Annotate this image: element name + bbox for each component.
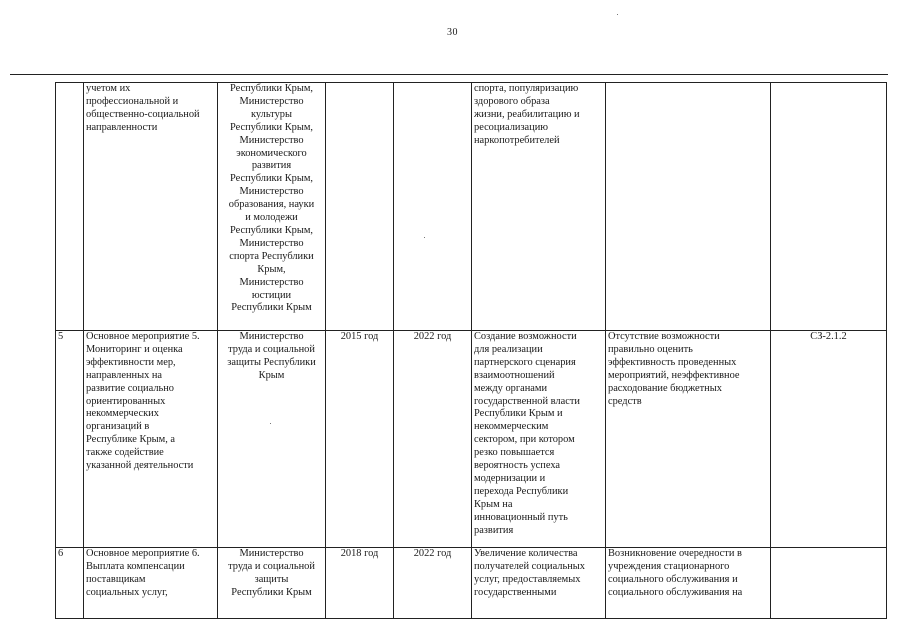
executors-cell: Министерство труда и социальной защиты Республики Крым [218,331,326,548]
measure-cell: учетом их профессиональной и общественно-социальной направленности [84,83,218,331]
measure-cell: Основное мероприятие 5. Мониторинг и оценка эффективности мер, направленных на развитие социально ориентированных некоммерческих организаций в Республике Крым, а также содействие указанной деятельности [84,331,218,548]
start-year-cell: 2018 год [326,548,394,619]
indicator-code-cell [771,548,887,619]
row-number-cell: 6 [56,548,84,619]
table-row [56,548,887,619]
executors-cell: Министерство труда и социальной защиты Республики Крым [218,548,326,619]
end-year-cell: 2022 год [394,548,472,619]
consequences-cell: Отсутствие возможности правильно оценить эффективность проведенных мероприятий, неэффективное расходование бюджетных средств [606,331,771,548]
consequences-cell [606,83,771,331]
measure-cell: Основное мероприятие 6. Выплата компенсации поставщикам социальных услуг, [84,548,218,619]
table-row [56,331,887,548]
executors-cell: Республики Крым, Министерство культуры Республики Крым, Министерство экономического развития Республики Крым, Министерство образования, науки и молодежи Республики Крым, Министерство спорта Республики Крым, Министерство юстиции Республики Крым [218,83,326,331]
expected-result-cell: спорта, популяризацию здорового образа жизни, реабилитацию и ресоциализацию наркопотребителей [472,83,606,331]
row-number-cell [56,83,84,331]
header-rule [10,74,888,75]
measures-table [55,82,887,619]
consequences-cell: Возникновение очередности в учреждения стационарного социального обслуживания и социального обслуживания на [606,548,771,619]
expected-result-cell: Увеличение количества получателей социальных услуг, предоставляемых государственными [472,548,606,619]
expected-result-cell: Создание возможности для реализации партнерского сценария взаимоотношений между органами государственной власти Республики Крым и некоммерческим сектором, при котором резко повышается вероятность успеха модернизации и перехода Республики Крым на инновационный путь развития [472,331,606,548]
end-year-cell: 2022 год [394,331,472,548]
end-year-cell [394,83,472,331]
start-year-cell [326,83,394,331]
indicator-code-cell [771,83,887,331]
indicator-code-cell: СЗ-2.1.2 [771,331,887,548]
page-number: 30 [447,27,458,38]
start-year-cell: 2015 год [326,331,394,548]
row-number-cell: 5 [56,331,84,548]
scan-speck [617,14,618,15]
table-row [56,83,887,331]
